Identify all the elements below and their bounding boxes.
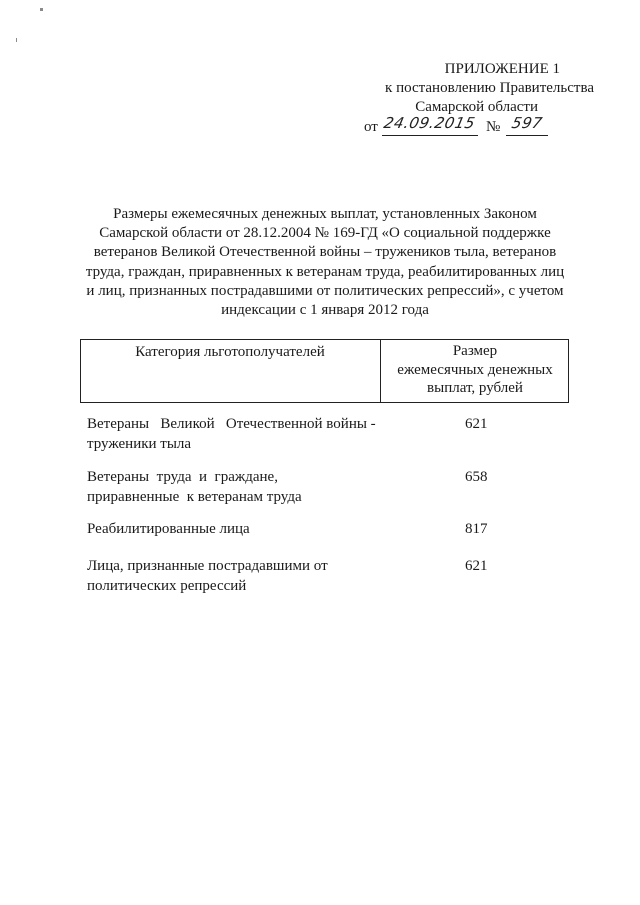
appendix-decree-line: к постановлению Правительства: [385, 80, 594, 96]
document-title: [80, 205, 570, 320]
scan-speck: [40, 8, 43, 11]
row-category: [87, 468, 397, 507]
category-line: политических репрессий: [87, 577, 247, 594]
row-category: [87, 557, 397, 596]
title-line: труда, граждан, приравненных к ветеранам труда, реабилитированных лиц: [85, 263, 565, 280]
number-underline: [506, 135, 548, 136]
category-column-header: Категория льготополучателей: [135, 344, 325, 360]
appendix-region-line: Самарской области: [415, 99, 538, 115]
appendix-block: [340, 60, 594, 117]
table-header: [80, 339, 569, 403]
category-line: Ветераны труда и граждане,: [87, 469, 278, 485]
amount-header-line: Размер: [452, 343, 498, 359]
title-line: ветеранов Великой Отечественной войны – тружеников тыла, ветеранов: [93, 244, 557, 261]
table-row: [87, 520, 567, 540]
title-line: и лиц, признанных пострадавшими от политических репрессий», с учетом: [86, 282, 564, 299]
from-label: от: [364, 119, 378, 135]
row-amount: 621: [465, 416, 488, 432]
category-line: Ветераны Великой Отечественной войны -: [87, 416, 376, 432]
row-amount: 621: [465, 558, 488, 574]
table-row: [87, 557, 567, 597]
category-line: Лица, признанные пострадавшими от: [87, 558, 328, 574]
amount-header-line: ежемесячных денежных: [397, 361, 553, 378]
row-amount: 817: [465, 521, 488, 537]
scan-speck: [16, 38, 17, 42]
category-line: приравненные к ветеранам труда: [87, 488, 302, 505]
row-category: [87, 415, 397, 454]
category-line: труженики тыла: [87, 435, 192, 452]
number-label: №: [486, 119, 501, 135]
row-amount: 658: [465, 469, 488, 485]
title-line: Самарской области от 28.12.2004 № 169-ГД «О социальной поддержке: [99, 225, 551, 242]
category-line: Реабилитированные лица: [87, 521, 250, 537]
decree-date-number: [364, 114, 564, 138]
row-category: [87, 520, 397, 540]
amount-column-header: [381, 342, 569, 398]
title-line: индексации с 1 января 2012 года: [221, 302, 429, 319]
title-line: Размеры ежемесячных денежных выплат, установленных Законом: [113, 206, 537, 222]
date-underline: [382, 135, 478, 136]
handwritten-date: 24.09.2015: [382, 114, 477, 132]
appendix-title: ПРИЛОЖЕНИЕ 1: [444, 61, 560, 77]
table-row: [87, 468, 567, 508]
amount-header-line: выплат, рублей: [427, 380, 523, 396]
table-row: [87, 415, 567, 455]
handwritten-number: 597: [510, 114, 545, 132]
